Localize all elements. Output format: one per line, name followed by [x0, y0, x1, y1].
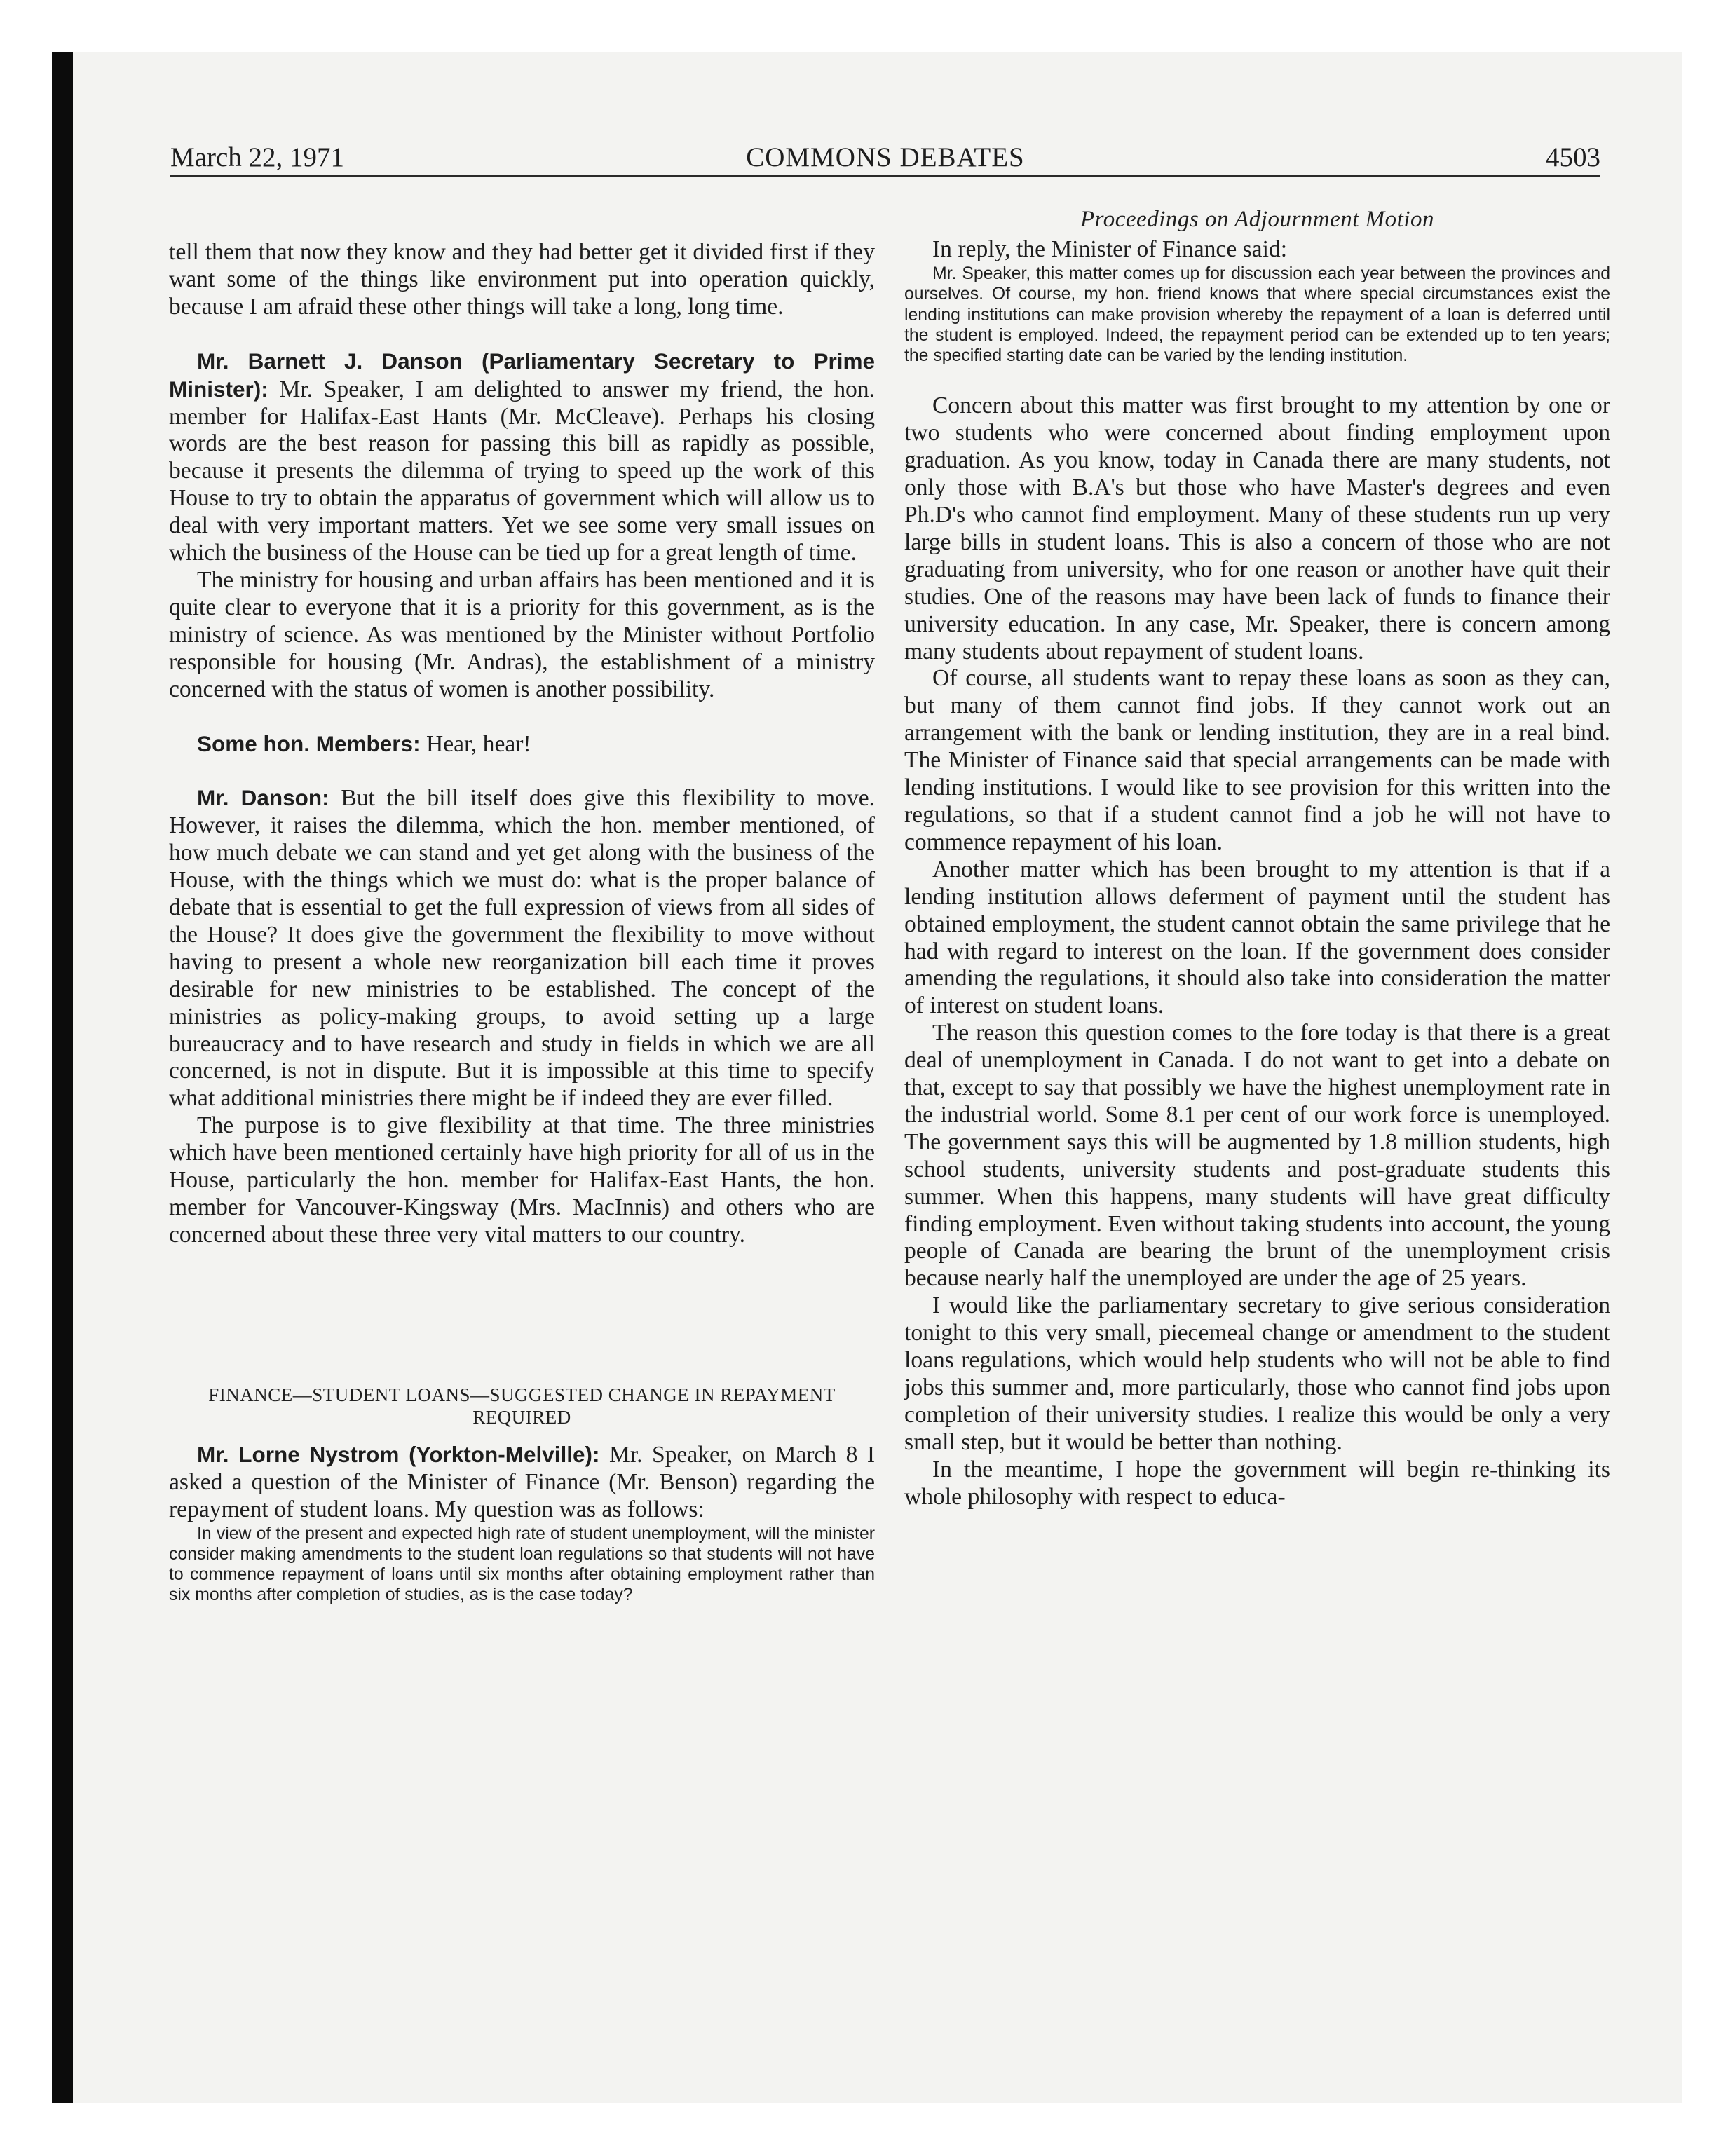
paragraph: The purpose is to give flexibility at that time. The three ministries which have been mentioned certainly have high priority for all of us in the House, particularly the hon. member for Halifax-East Hants, the hon. member for Vancouver-Kingsway (Mrs. MacInnis) and others who are concerned about these three very vital matters to our country. [169, 1112, 875, 1248]
paragraph: I would like the parliamentary secretary to give serious consideration tonight to this very small, piecemeal change or amendment to the student loans regulations, which would help students who will not be able to find jobs this summer and, more particularly, those who cannot find jobs upon completion of their university studies. I realize this would be only a very small step, but it would be better than nothing. [904, 1292, 1610, 1455]
paragraph: In the meantime, I hope the government will begin re-thinking its whole philosophy with respect to educa- [904, 1456, 1610, 1510]
paragraph [169, 1441, 875, 1524]
spacer [169, 1249, 875, 1316]
speaker-name: Mr. Danson: [197, 785, 329, 811]
spacer [904, 366, 1610, 393]
proceedings-title: Proceedings on Adjournment Motion [1080, 207, 1435, 232]
section-heading: FINANCE—STUDENT LOANS—SUGGESTED CHANGE IN REPAYMENT REQUIRED [208, 1384, 836, 1428]
header-page-number: 4503 [1546, 142, 1600, 172]
speaker-name: Some hon. Members: [197, 730, 421, 756]
paragraph [169, 348, 875, 567]
quoted-question: In view of the present and expected high rate of student unemployment, will the minister consider making amendments to the student loan regulations so that students will not have to commence repayment of loans until six months after obtaining employment rather than six months after completion of studies, as is the case today? [169, 1524, 875, 1605]
binding-edge [52, 52, 73, 2103]
speech-text: Mr. Speaker, on March 8 I asked a question of the Minister of Finance (Mr. Benson) regarding the repayment of student loans. My question was as follows: [169, 1441, 875, 1522]
page-header [170, 139, 1600, 177]
paragraph: The ministry for housing and urban affairs has been mentioned and it is quite clear to everyone that it is a priority for this government, as is the ministry of science. As was mentioned by the Minister without Portfolio responsible for housing (Mr. Andras), the establishment of a ministry concerned with the status of women is another possibility. [169, 566, 875, 702]
spacer [169, 1428, 875, 1441]
quoted-reply: Mr. Speaker, this matter comes up for discussion each year between the provinces and ourselves. Of course, my hon. friend knows that where special circumstances exist the lending institutions can make provision whereby the repayment of a loan is deferred until the student is employed. Indeed, the repayment period can be extended up to ten years; the specified starting date can be varied by the lending institution. [904, 264, 1610, 366]
paragraph: The reason this question comes to the fore today is that there is a great deal of unemployment in Canada. I do not want to get into a debate on that, except to say that possibly we have the highest unemployment rate in the industrial world. Some 8.1 per cent of our work force is unemployed. The government says this will be augmented by 1.8 million students, high school students, university students and post-graduate students this summer. When this happens, many students will have great difficulty finding employment. Even without taking students into account, the young people of Canada are bearing the brunt of the unemployment crisis because nearly half the unemployed are under the age of 25 years. [904, 1020, 1610, 1292]
spacer [169, 1316, 875, 1384]
spacer [169, 321, 875, 348]
right-column [904, 205, 1610, 1511]
speech-text: But the bill itself does give this flexibility to move. However, it raises the dilemma, which the hon. member mentioned, of how much debate we can stand and yet get along with the business of the House, with the things which we must do: what is the proper balance of debate that is essential to get the full expression of views from all sides of the House? It does give the government the flexibility to move without having to present a whole new reorganization bill each time it proves desirable for new ministries to be established. The concept of the ministries as policy-making groups, to avoid setting up a large bureaucracy and to have research and study in fields in which we are all concerned, is not in dispute. But it is impossible at this time to specify what additional ministries there might be if indeed they are ever filled. [169, 785, 875, 1112]
paragraph: Another matter which has been brought to my attention is that if a lending institution allows deferment of payment until the student has obtained employment, the student cannot obtain the same privilege that he had with regard to interest on the loan. If the government does consider amending the regulations, it should also take into consideration the matter of interest on student loans. [904, 856, 1610, 1019]
header-date: March 22, 1971 [170, 142, 345, 172]
paragraph: tell them that now they know and they had better get it divided first if they want some of the things like environment put into operation quickly, because I am afraid these other things will take a long, long time. [169, 239, 875, 320]
header-title: COMMONS DEBATES [746, 142, 1025, 172]
paragraph [169, 730, 875, 758]
spacer [169, 758, 875, 784]
speaker-name: Mr. Lorne Nystrom (Yorkton-Melville): [197, 1441, 600, 1467]
speech-text: Mr. Speaker, I am delighted to answer my friend, the hon. member for Halifax-East Hants (Mr. McCleave). Perhaps his closing words are the best reason for passing this bill as rapidly as possible, because it presents the dilemma of trying to speed up the work of this House to try to obtain the apparatus of government which will allow us to deal with very important matters. Yet we see some very small issues on which the business of the House can be tied up for a great length of time. [169, 376, 875, 566]
paragraph: Concern about this matter was first brought to my attention by one or two students who were concerned about finding employment upon graduation. As you know, today in Canada there are many students, not only those with B.A's but those who have Master's degrees and even Ph.D's who cannot find employment. Many of these students run up very large bills in student loans. This is also a concern of those who are not graduating from university, who for one reason or another have quit their studies. One of the reasons may have been lack of funds to finance their university education. In any case, Mr. Speaker, there is concern among many students about repayment of student loans. [904, 393, 1610, 664]
spacer [169, 704, 875, 730]
paragraph: In reply, the Minister of Finance said: [932, 236, 1288, 262]
paragraph [169, 784, 875, 1112]
speech-text: Hear, hear! [426, 730, 531, 757]
left-column [169, 239, 875, 1606]
speaker-name: Mr. Barnett J. Danson (Parliamentary Secretary to Prime Minister): [169, 348, 875, 402]
paragraph: Of course, all students want to repay these loans as soon as they can, but many of them cannot find jobs. If they cannot work out an arrangement with the bank or lending institution, they are in a real bind. The Minister of Finance said that special arrangements can be made with lending institutions. I would like to see provision for this written into the regulations, so that if a student cannot find a job he will not have to commence repayment of his loan. [904, 665, 1610, 855]
